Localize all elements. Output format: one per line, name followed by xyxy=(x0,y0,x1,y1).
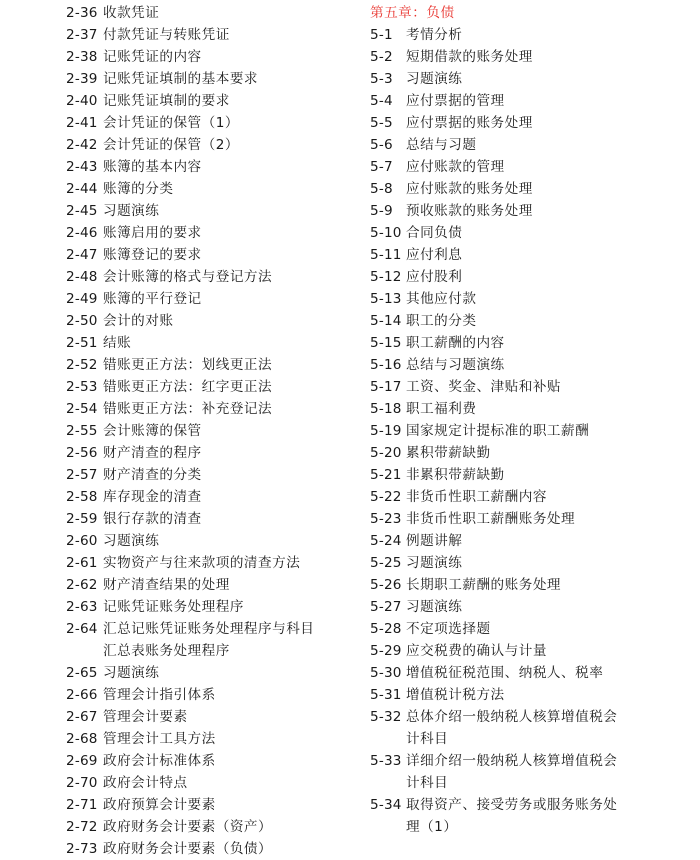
item-number: 5-18 xyxy=(370,401,402,417)
item-number: 5-31 xyxy=(370,687,402,703)
list-item xyxy=(66,24,356,46)
item-title: 应付账款的账务处理 xyxy=(406,181,533,197)
item-title: 错账更正方法：红字更正法 xyxy=(103,379,273,395)
list-item xyxy=(66,354,356,376)
item-title: 累积带薪缺勤 xyxy=(406,445,491,461)
list-item xyxy=(370,552,670,574)
item-title: 政府会计特点 xyxy=(103,775,188,791)
list-item xyxy=(66,332,356,354)
list-item xyxy=(370,508,670,530)
list-item xyxy=(66,772,356,794)
item-title: 职工的分类 xyxy=(406,313,477,329)
list-item xyxy=(370,244,670,266)
item-number: 5-1 xyxy=(370,27,393,43)
item-title: 非累积带薪缺勤 xyxy=(406,467,505,483)
item-title: 其他应付款 xyxy=(406,291,477,307)
item-title: 习题演练 xyxy=(406,71,463,87)
item-number: 2-66 xyxy=(66,687,98,703)
list-item xyxy=(66,530,356,552)
item-title: 习题演练 xyxy=(103,533,160,549)
item-title: 会计账簿的格式与登记方法 xyxy=(103,269,273,285)
item-number: 2-63 xyxy=(66,599,98,615)
item-number: 5-27 xyxy=(370,599,402,615)
item-number: 5-29 xyxy=(370,643,402,659)
list-item xyxy=(370,596,670,618)
item-number: 5-19 xyxy=(370,423,402,439)
item-number: 5-16 xyxy=(370,357,402,373)
item-number: 5-20 xyxy=(370,445,402,461)
item-title: 管理会计指引体系 xyxy=(103,687,216,703)
list-item xyxy=(370,222,670,244)
list-item xyxy=(66,596,356,618)
item-number: 5-33 xyxy=(370,753,402,769)
list-item xyxy=(370,178,670,200)
item-title: 长期职工薪酬的账务处理 xyxy=(406,577,562,593)
list-item xyxy=(370,464,670,486)
item-number: 2-43 xyxy=(66,159,98,175)
left-column-list xyxy=(66,2,356,860)
list-item xyxy=(370,618,670,640)
item-title: 例题讲解 xyxy=(406,533,463,549)
item-number: 2-46 xyxy=(66,225,98,241)
item-number: 2-51 xyxy=(66,335,98,351)
item-number: 5-24 xyxy=(370,533,402,549)
item-number: 5-13 xyxy=(370,291,402,307)
list-item xyxy=(370,354,670,376)
list-item xyxy=(370,266,670,288)
item-title: 习题演练 xyxy=(406,599,463,615)
item-title: 应交税费的确认与计量 xyxy=(406,643,547,659)
list-item xyxy=(66,420,356,442)
item-title: 增值税计税方法 xyxy=(406,687,505,703)
list-item xyxy=(66,574,356,596)
item-title: 收款凭证 xyxy=(103,5,160,21)
item-title: 总结与习题 xyxy=(406,137,477,153)
item-number: 5-23 xyxy=(370,511,402,527)
item-title: 工资、奖金、津贴和补贴 xyxy=(406,379,562,395)
item-number: 2-42 xyxy=(66,137,98,153)
list-item xyxy=(66,662,356,684)
item-title: 取得资产、接受劳务或服务账务处理（1） xyxy=(406,797,618,835)
list-item xyxy=(66,486,356,508)
list-item xyxy=(370,112,670,134)
list-item xyxy=(66,838,356,860)
item-title: 应付票据的管理 xyxy=(406,93,505,109)
list-item xyxy=(66,706,356,728)
item-title: 管理会计工具方法 xyxy=(103,731,216,747)
item-title: 结账 xyxy=(103,335,132,351)
item-title: 管理会计要素 xyxy=(103,709,188,725)
item-title: 应付票据的账务处理 xyxy=(406,115,533,131)
item-number: 2-60 xyxy=(66,533,98,549)
chapter-heading: 第五章：负债 xyxy=(370,5,455,21)
item-title: 职工薪酬的内容 xyxy=(406,335,505,351)
list-item xyxy=(66,750,356,772)
item-number: 2-49 xyxy=(66,291,98,307)
item-title: 账簿启用的要求 xyxy=(103,225,202,241)
item-title: 习题演练 xyxy=(103,203,160,219)
list-item xyxy=(66,816,356,838)
list-item xyxy=(370,46,670,68)
list-item xyxy=(66,2,356,24)
item-number: 5-15 xyxy=(370,335,402,351)
list-item xyxy=(66,508,356,530)
item-number: 2-55 xyxy=(66,423,98,439)
item-number: 2-64 xyxy=(66,621,98,637)
item-title: 考情分析 xyxy=(406,27,463,43)
list-item xyxy=(66,464,356,486)
item-number: 2-61 xyxy=(66,555,98,571)
list-item xyxy=(370,794,670,838)
item-number: 5-4 xyxy=(370,93,393,109)
item-title: 详细介绍一般纳税人核算增值税会计科目 xyxy=(406,753,618,791)
item-title: 总结与习题演练 xyxy=(406,357,505,373)
item-number: 2-65 xyxy=(66,665,98,681)
item-number: 2-68 xyxy=(66,731,98,747)
item-number: 2-73 xyxy=(66,841,98,857)
list-item xyxy=(370,640,670,662)
item-title: 会计凭证的保管（2） xyxy=(103,137,239,153)
item-title: 应付账款的管理 xyxy=(406,159,505,175)
list-item xyxy=(370,134,670,156)
item-number: 2-70 xyxy=(66,775,98,791)
list-item xyxy=(66,68,356,90)
item-number: 2-62 xyxy=(66,577,98,593)
item-title: 会计账簿的保管 xyxy=(103,423,202,439)
list-item xyxy=(66,552,356,574)
item-title: 非货币性职工薪酬内容 xyxy=(406,489,547,505)
list-item xyxy=(66,376,356,398)
item-number: 2-54 xyxy=(66,401,98,417)
list-item xyxy=(370,310,670,332)
list-item xyxy=(66,222,356,244)
item-number: 2-56 xyxy=(66,445,98,461)
item-number: 2-71 xyxy=(66,797,98,813)
list-item xyxy=(370,24,670,46)
item-title: 国家规定计提标准的职工薪酬 xyxy=(406,423,590,439)
list-item xyxy=(370,376,670,398)
item-title: 账簿的分类 xyxy=(103,181,174,197)
item-number: 2-47 xyxy=(66,247,98,263)
list-item xyxy=(66,134,356,156)
list-item xyxy=(66,442,356,464)
item-number: 5-6 xyxy=(370,137,393,153)
list-item xyxy=(370,574,670,596)
list-item xyxy=(66,200,356,222)
list-item xyxy=(370,288,670,310)
item-title: 政府会计标准体系 xyxy=(103,753,216,769)
item-number: 2-38 xyxy=(66,49,98,65)
item-title: 不定项选择题 xyxy=(406,621,491,637)
item-title: 汇总记账凭证账务处理程序与科目汇总表账务处理程序 xyxy=(103,621,315,659)
item-title: 记账凭证的内容 xyxy=(103,49,202,65)
item-title: 会计凭证的保管（1） xyxy=(103,115,239,131)
item-number: 5-21 xyxy=(370,467,402,483)
list-item xyxy=(370,398,670,420)
list-item xyxy=(66,618,356,662)
list-item xyxy=(370,156,670,178)
item-number: 5-28 xyxy=(370,621,402,637)
list-item xyxy=(66,46,356,68)
item-title: 职工福利费 xyxy=(406,401,477,417)
item-number: 5-22 xyxy=(370,489,402,505)
item-number: 5-30 xyxy=(370,665,402,681)
item-number: 5-26 xyxy=(370,577,402,593)
item-title: 记账凭证填制的要求 xyxy=(103,93,230,109)
item-number: 5-11 xyxy=(370,247,402,263)
item-number: 5-25 xyxy=(370,555,402,571)
list-item xyxy=(370,90,670,112)
item-title: 实物资产与往来款项的清查方法 xyxy=(103,555,301,571)
item-number: 2-45 xyxy=(66,203,98,219)
item-number: 2-36 xyxy=(66,5,98,21)
right-column-list xyxy=(370,2,670,838)
item-title: 政府预算会计要素 xyxy=(103,797,216,813)
list-item xyxy=(370,332,670,354)
item-number: 2-52 xyxy=(66,357,98,373)
item-title: 库存现金的清查 xyxy=(103,489,202,505)
list-item xyxy=(66,684,356,706)
item-title: 银行存款的清查 xyxy=(103,511,202,527)
item-title: 账簿的平行登记 xyxy=(103,291,202,307)
list-item xyxy=(66,178,356,200)
item-title: 应付利息 xyxy=(406,247,463,263)
item-number: 2-44 xyxy=(66,181,98,197)
item-number: 2-53 xyxy=(66,379,98,395)
item-number: 5-34 xyxy=(370,797,402,813)
item-number: 2-48 xyxy=(66,269,98,285)
item-title: 错账更正方法：划线更正法 xyxy=(103,357,273,373)
item-title: 短期借款的账务处理 xyxy=(406,49,533,65)
item-number: 5-3 xyxy=(370,71,393,87)
list-item xyxy=(370,684,670,706)
list-item xyxy=(370,420,670,442)
item-number: 2-58 xyxy=(66,489,98,505)
list-item xyxy=(66,112,356,134)
item-title: 习题演练 xyxy=(406,555,463,571)
item-title: 付款凭证与转账凭证 xyxy=(103,27,230,43)
list-item xyxy=(370,662,670,684)
list-item xyxy=(370,486,670,508)
item-number: 5-17 xyxy=(370,379,402,395)
item-number: 5-14 xyxy=(370,313,402,329)
item-title: 账簿的基本内容 xyxy=(103,159,202,175)
item-number: 2-37 xyxy=(66,27,98,43)
item-title: 财产清查的程序 xyxy=(103,445,202,461)
list-item xyxy=(66,90,356,112)
list-item xyxy=(66,794,356,816)
item-number: 2-40 xyxy=(66,93,98,109)
list-item xyxy=(370,530,670,552)
list-item xyxy=(370,68,670,90)
item-title: 记账凭证填制的基本要求 xyxy=(103,71,259,87)
list-item xyxy=(370,706,670,750)
item-title: 合同负债 xyxy=(406,225,463,241)
item-number: 2-69 xyxy=(66,753,98,769)
item-number: 5-8 xyxy=(370,181,393,197)
item-title: 政府财务会计要素（资产） xyxy=(103,819,273,835)
item-number: 5-32 xyxy=(370,709,402,725)
list-item xyxy=(66,398,356,420)
item-title: 财产清查的分类 xyxy=(103,467,202,483)
item-title: 习题演练 xyxy=(103,665,160,681)
list-item xyxy=(66,156,356,178)
item-number: 5-9 xyxy=(370,203,393,219)
list-item xyxy=(66,288,356,310)
list-item xyxy=(66,310,356,332)
item-number: 2-67 xyxy=(66,709,98,725)
item-number: 5-12 xyxy=(370,269,402,285)
item-number: 2-41 xyxy=(66,115,98,131)
list-item xyxy=(66,728,356,750)
item-number: 2-50 xyxy=(66,313,98,329)
item-title: 会计的对账 xyxy=(103,313,174,329)
list-item xyxy=(370,200,670,222)
list-item xyxy=(370,442,670,464)
item-number: 2-39 xyxy=(66,71,98,87)
list-item xyxy=(66,266,356,288)
item-title: 应付股利 xyxy=(406,269,463,285)
item-number: 5-7 xyxy=(370,159,393,175)
item-number: 2-59 xyxy=(66,511,98,527)
item-title: 总体介绍一般纳税人核算增值税会计科目 xyxy=(406,709,618,747)
item-number: 5-10 xyxy=(370,225,402,241)
item-title: 错账更正方法：补充登记法 xyxy=(103,401,273,417)
item-title: 预收账款的账务处理 xyxy=(406,203,533,219)
item-title: 非货币性职工薪酬账务处理 xyxy=(406,511,576,527)
item-number: 5-5 xyxy=(370,115,393,131)
item-title: 账簿登记的要求 xyxy=(103,247,202,263)
item-number: 5-2 xyxy=(370,49,393,65)
item-number: 2-57 xyxy=(66,467,98,483)
item-title: 财产清查结果的处理 xyxy=(103,577,230,593)
item-number: 2-72 xyxy=(66,819,98,835)
item-title: 记账凭证账务处理程序 xyxy=(103,599,244,615)
list-item xyxy=(66,244,356,266)
item-title: 政府财务会计要素（负债） xyxy=(103,841,273,857)
list-item xyxy=(370,750,670,794)
item-title: 增值税征税范围、纳税人、税率 xyxy=(406,665,604,681)
